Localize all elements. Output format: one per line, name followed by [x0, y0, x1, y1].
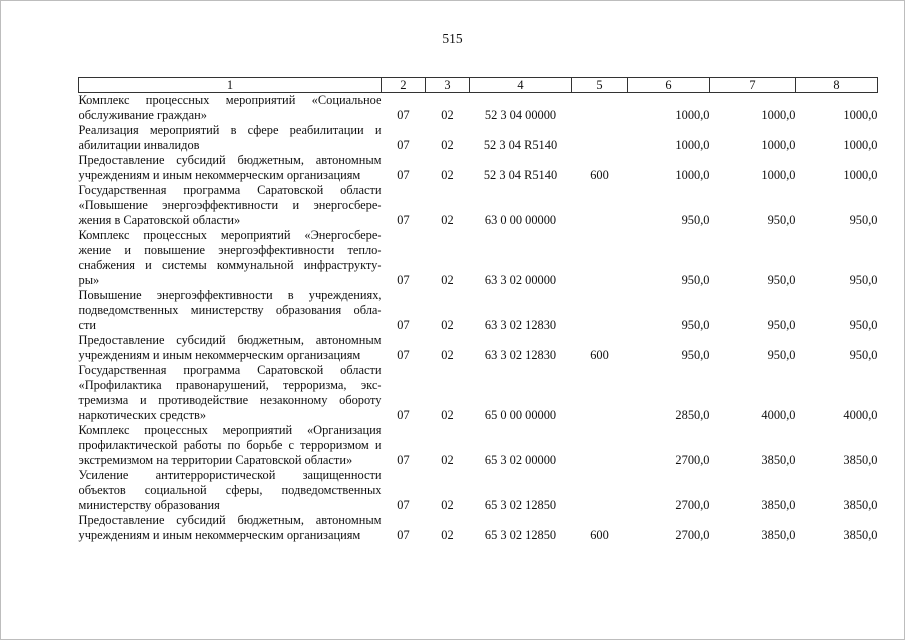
row-name-cell — [79, 153, 382, 183]
target-article-code: 63 3 02 00000 — [484, 273, 557, 287]
row-name-cell — [79, 363, 382, 423]
table-row — [79, 123, 878, 153]
row-name-cell — [79, 468, 382, 513]
row-name-line: Предоставление субсидий бюджетным, автономным — [78, 333, 382, 347]
target-article-code: 63 3 02 12830 — [484, 318, 557, 332]
subsection-code: 02 — [441, 108, 454, 122]
section-code: 07 — [397, 138, 410, 152]
column-header-8: 8 — [796, 78, 878, 93]
row-name-line: министерству образования — [78, 498, 220, 512]
amount-year-1: 1000,0 — [675, 168, 710, 182]
amount-year-2: 3850,0 — [761, 528, 796, 542]
table-row — [79, 93, 878, 124]
amount-year-1: 2700,0 — [675, 528, 710, 542]
table-row — [79, 513, 878, 543]
section-code: 07 — [397, 273, 410, 287]
section-code: 07 — [397, 108, 410, 122]
row-name-line: ры» — [78, 273, 100, 287]
row-name-line: профилактической работы по борьбе с терроризмом и — [78, 438, 382, 452]
subsection-code: 02 — [441, 318, 454, 332]
amount-year-2: 950,0 — [767, 318, 796, 332]
target-article-code: 52 3 04 00000 — [484, 108, 557, 122]
subsection-code: 02 — [441, 138, 454, 152]
page-number: 515 — [442, 31, 463, 46]
table-row — [79, 288, 878, 333]
expense-type-code — [572, 363, 628, 423]
target-article-code: 63 0 00 00000 — [484, 213, 557, 227]
amount-year-1: 950,0 — [681, 348, 710, 362]
section-code: 07 — [397, 408, 410, 422]
budget-table — [78, 77, 878, 543]
row-name-line: экстремизмом на территории Саратовской области» — [78, 453, 353, 467]
column-header-5: 5 — [572, 78, 628, 93]
amount-year-2: 950,0 — [767, 348, 796, 362]
expense-type-code — [572, 183, 628, 228]
subsection-code: 02 — [441, 528, 454, 542]
row-name-line: Предоставление субсидий бюджетным, автономным — [78, 513, 382, 527]
column-header-2: 2 — [382, 78, 426, 93]
row-name-line: Предоставление субсидий бюджетным, автономным — [78, 153, 382, 167]
table-row — [79, 153, 878, 183]
amount-year-3: 950,0 — [849, 213, 878, 227]
section-code: 07 — [397, 498, 410, 512]
row-name-line: учреждениям и иным некоммерческим организациям — [78, 348, 361, 362]
table-row — [79, 363, 878, 423]
row-name-line: сти — [78, 318, 97, 332]
section-code: 07 — [397, 168, 410, 182]
table-row — [79, 333, 878, 363]
amount-year-3: 3850,0 — [843, 453, 878, 467]
row-name-line: Государственная программа Саратовской области — [78, 363, 382, 377]
expense-type-code — [572, 93, 628, 124]
target-article-code: 52 3 04 R5140 — [483, 138, 558, 152]
row-name-line: жение и повышение энергоэффективности тепло- — [78, 243, 382, 257]
expense-type-code: 600 — [590, 348, 609, 362]
amount-year-2: 3850,0 — [761, 453, 796, 467]
column-header-1: 1 — [79, 78, 382, 93]
expense-type-code: 600 — [590, 168, 609, 182]
row-name-line: наркотических средств» — [78, 408, 207, 422]
row-name-line: снабжения и системы коммунальной инфраструкту- — [78, 258, 382, 272]
table-row — [79, 423, 878, 468]
row-name-line: подведомственных министерству образования обла- — [78, 303, 382, 317]
expense-type-code — [572, 123, 628, 153]
row-name-cell — [79, 513, 382, 543]
amount-year-2: 950,0 — [767, 213, 796, 227]
amount-year-1: 2700,0 — [675, 453, 710, 467]
section-code: 07 — [397, 213, 410, 227]
amount-year-1: 2700,0 — [675, 498, 710, 512]
row-name-line: Комплекс процессных мероприятий «Энергосбере- — [78, 228, 382, 242]
expense-type-code — [572, 288, 628, 333]
expense-type-code — [572, 423, 628, 468]
amount-year-1: 1000,0 — [675, 108, 710, 122]
row-name-line: объектов социальной сферы, подведомственных — [78, 483, 382, 497]
amount-year-1: 950,0 — [681, 273, 710, 287]
target-article-code: 65 0 00 00000 — [484, 408, 557, 422]
amount-year-1: 1000,0 — [675, 138, 710, 152]
target-article-code: 63 3 02 12830 — [484, 348, 557, 362]
table-row — [79, 468, 878, 513]
subsection-code: 02 — [441, 408, 454, 422]
expense-type-code — [572, 468, 628, 513]
row-name-cell — [79, 123, 382, 153]
amount-year-2: 1000,0 — [761, 108, 796, 122]
target-article-code: 65 3 02 12850 — [484, 528, 557, 542]
amount-year-3: 950,0 — [849, 318, 878, 332]
table-row — [79, 228, 878, 288]
row-name-line: учреждениям и иным некоммерческим организациям — [78, 168, 361, 182]
amount-year-3: 1000,0 — [843, 168, 878, 182]
target-article-code: 52 3 04 R5140 — [483, 168, 558, 182]
amount-year-2: 3850,0 — [761, 498, 796, 512]
row-name-line: «Профилактика правонарушений, терроризма, экс- — [78, 378, 382, 392]
amount-year-2: 4000,0 — [761, 408, 796, 422]
amount-year-1: 950,0 — [681, 318, 710, 332]
row-name-line: жения в Саратовской области» — [78, 213, 241, 227]
row-name-line: Комплекс процессных мероприятий «Организация — [78, 423, 382, 437]
row-name-line: «Повышение энергоэффективности и энергосбере- — [78, 198, 382, 212]
row-name-line: тремизма и противодействие незаконному обороту — [78, 393, 382, 407]
subsection-code: 02 — [441, 348, 454, 362]
row-name-line: абилитации инвалидов — [78, 138, 200, 152]
section-code: 07 — [397, 318, 410, 332]
subsection-code: 02 — [441, 273, 454, 287]
amount-year-2: 1000,0 — [761, 168, 796, 182]
row-name-line: учреждениям и иным некоммерческим организациям — [78, 528, 361, 542]
amount-year-3: 1000,0 — [843, 138, 878, 152]
row-name-cell — [79, 333, 382, 363]
row-name-line: Комплекс процессных мероприятий «Социальное — [78, 93, 382, 107]
amount-year-3: 3850,0 — [843, 498, 878, 512]
row-name-cell — [79, 423, 382, 468]
target-article-code: 65 3 02 00000 — [484, 453, 557, 467]
subsection-code: 02 — [441, 453, 454, 467]
table-body — [79, 93, 878, 544]
subsection-code: 02 — [441, 498, 454, 512]
row-name-line: Реализация мероприятий в сфере реабилитации и — [78, 123, 382, 137]
column-header-4: 4 — [470, 78, 572, 93]
row-name-cell — [79, 93, 382, 124]
table-header-row — [79, 78, 878, 93]
section-code: 07 — [397, 348, 410, 362]
section-code: 07 — [397, 453, 410, 467]
subsection-code: 02 — [441, 168, 454, 182]
amount-year-3: 950,0 — [849, 348, 878, 362]
row-name-line: обслуживание граждан» — [78, 108, 207, 122]
amount-year-1: 950,0 — [681, 213, 710, 227]
row-name-line: Государственная программа Саратовской области — [78, 183, 382, 197]
amount-year-3: 3850,0 — [843, 528, 878, 542]
row-name-cell — [79, 183, 382, 228]
column-header-3: 3 — [426, 78, 470, 93]
expense-type-code: 600 — [590, 528, 609, 542]
amount-year-2: 1000,0 — [761, 138, 796, 152]
amount-year-3: 950,0 — [849, 273, 878, 287]
table-row — [79, 183, 878, 228]
amount-year-3: 1000,0 — [843, 108, 878, 122]
row-name-line: Усиление антитеррористической защищенности — [78, 468, 382, 482]
column-header-7: 7 — [710, 78, 796, 93]
row-name-cell — [79, 228, 382, 288]
amount-year-3: 4000,0 — [843, 408, 878, 422]
expense-type-code — [572, 228, 628, 288]
amount-year-2: 950,0 — [767, 273, 796, 287]
amount-year-1: 2850,0 — [675, 408, 710, 422]
row-name-line: Повышение энергоэффективности в учреждениях, — [78, 288, 382, 302]
section-code: 07 — [397, 528, 410, 542]
column-header-6: 6 — [628, 78, 710, 93]
target-article-code: 65 3 02 12850 — [484, 498, 557, 512]
subsection-code: 02 — [441, 213, 454, 227]
row-name-cell — [79, 288, 382, 333]
